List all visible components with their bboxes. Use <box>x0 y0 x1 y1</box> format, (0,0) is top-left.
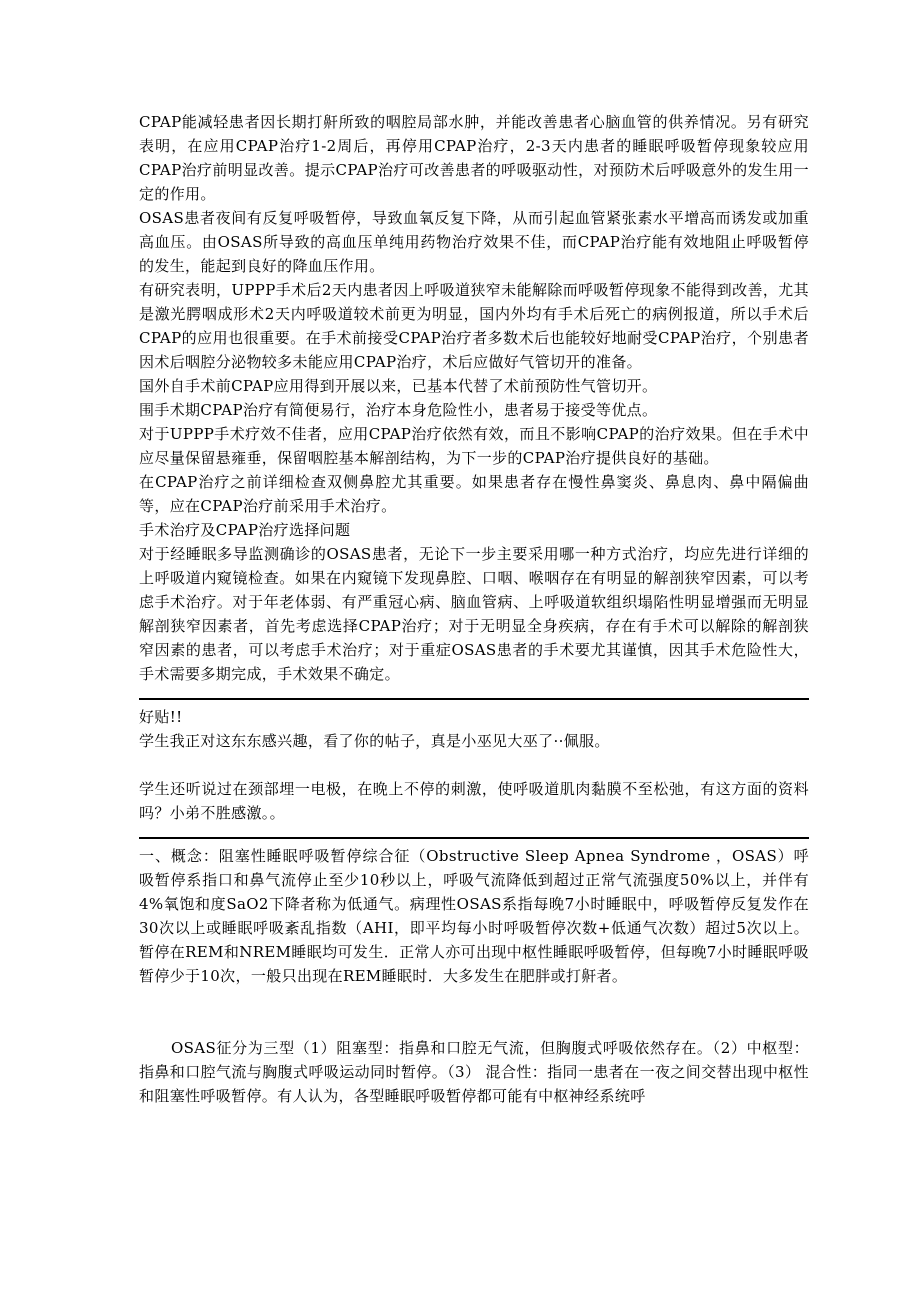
paragraph-perioperative: 围手术期CPAP治疗有简便易行，治疗本身危险性小，患者易于接受等优点。 <box>139 401 658 419</box>
paragraph-uppp-postop: 有研究表明，UPPP手术后2天内患者因上呼吸道狭窄未能解除而呼吸暂停现象不能得到改善，尤其是激光腭咽成形术2天内呼吸道较术前更为明显，国内外均有手术后死亡的病例报道，所以手术后CPAP的应用也很重要。在手术前接受CPAP治疗者多数术后也能较好地耐受CPAP治疗，个别患者因术后咽腔分泌物较多未能应用CPAP治疗，术后应做好气管切开的准备。 <box>139 281 809 371</box>
paragraph-osas-types: OSAS征分为三型（1）阻塞型：指鼻和口腔无气流，但胸腹式呼吸依然存在。（2）中枢型：指鼻和口腔气流与胸腹式呼吸运动同时暂停。（3） 混合性：指同一患者在一夜之间交替出现中枢性和阻塞性呼吸暂停。有人认为，各型睡眠呼吸暂停都可能有中枢神经系统呼 <box>139 1039 809 1105</box>
paragraph-cpap-edema: CPAP能减轻患者因长期打鼾所致的咽腔局部水肿，并能改善患者心脑血管的供养情况。另有研究表明，在应用CPAP治疗1-2周后，再停用CPAP治疗，2-3天内患者的睡眠呼吸暂停现象较应用CPAP治疗前明显改善。提示CPAP治疗可改善患者的呼吸驱动性，对预防术后呼吸意外的发生用一定的作用。 <box>139 113 809 203</box>
divider <box>139 837 809 839</box>
reply-line-good-post: 好贴!! <box>139 708 183 726</box>
reply-line-student: 学生我正对这东东感兴趣，看了你的帖子，真是小巫见大巫了··佩服。 <box>139 732 610 750</box>
blank-line <box>139 988 809 1012</box>
paragraph-nasal-exam: 在CPAP治疗之前详细检查双侧鼻腔尤其重要。如果患者存在慢性鼻窦炎、鼻息肉、鼻中隔偏曲等，应在CPAP治疗前采用手术治疗。 <box>139 473 809 515</box>
section-heading: 手术治疗及CPAP治疗选择问题 <box>139 521 351 539</box>
reply-line-question: 学生还听说过在颈部埋一电极，在晚上不停的刺激，使呼吸道肌肉黏膜不至松弛，有这方面的资料吗？小弟不胜感激。。 <box>139 780 809 822</box>
paragraph-treatment-choice: 对于经睡眠多导监测确诊的OSAS患者，无论下一步主要采用哪一种方式治疗，均应先进行详细的上呼吸道内窥镜检查。如果在内窥镜下发现鼻腔、口咽、喉咽存在有明显的解剖狭窄因素，可以考虑手术治疗。对于年老体弱、有严重冠心病、脑血管病、上呼吸道软组织塌陷性明显增强而无明显解剖狭窄因素者，首先考虑选择CPAP治疗；对于无明显全身疾病，存在有手术可以解除的解剖狭窄因素的患者，可以考虑手术治疗；对于重症OSAS患者的手术要尤其谨慎，因其手术危险性大，手术需要多期完成，手术效果不确定。 <box>139 545 809 683</box>
paragraph-uppp-failure: 对于UPPP手术疗效不佳者，应用CPAP治疗依然有效，而且不影响CPAP的治疗效果。但在手术中应尽量保留悬雍垂，保留咽腔基本解剖结构，为下一步的CPAP治疗提供良好的基础。 <box>139 425 809 467</box>
paragraph-osas-hypertension: OSAS患者夜间有反复呼吸暂停，导致血氧反复下降，从而引起血管紧张素水平增高而诱发或加重高血压。由OSAS所导致的高血压单纯用药物治疗效果不佳，而CPAP治疗能有效地阻止呼吸暂停的发生，能起到良好的降血压作用。 <box>139 209 809 275</box>
document-page <box>139 110 809 1108</box>
paragraph-concept: 一、概念：阻塞性睡眠呼吸暂停综合征（Obstructive Sleep Apnea Syndrome ，OSAS）呼吸暂停系指口和鼻气流停止至少10秒以上，呼吸气流降低到超过正常气流强度50%以上，并伴有4%氧饱和度SaO2下降者称为低通气。病理性OSAS系指每晚7小时睡眠中，呼吸暂停反复发作在30次以上或睡眠呼吸紊乱指数（AHI，即平均每小时呼吸暂停次数+低通气次数）超过5次以上。暂停在REM和NREM睡眠均可发生．正常人亦可出现中枢性睡眠呼吸暂停，但每晚7小时睡眠呼吸暂停少于10次，一般只出现在REM睡眠时．大多发生在肥胖或打鼾者。 <box>139 847 809 985</box>
paragraph-tracheotomy: 国外自手术前CPAP应用得到开展以来，已基本代替了术前预防性气管切开。 <box>139 377 658 395</box>
divider <box>139 698 809 700</box>
blank-line <box>139 753 809 777</box>
blank-line <box>139 1012 809 1036</box>
